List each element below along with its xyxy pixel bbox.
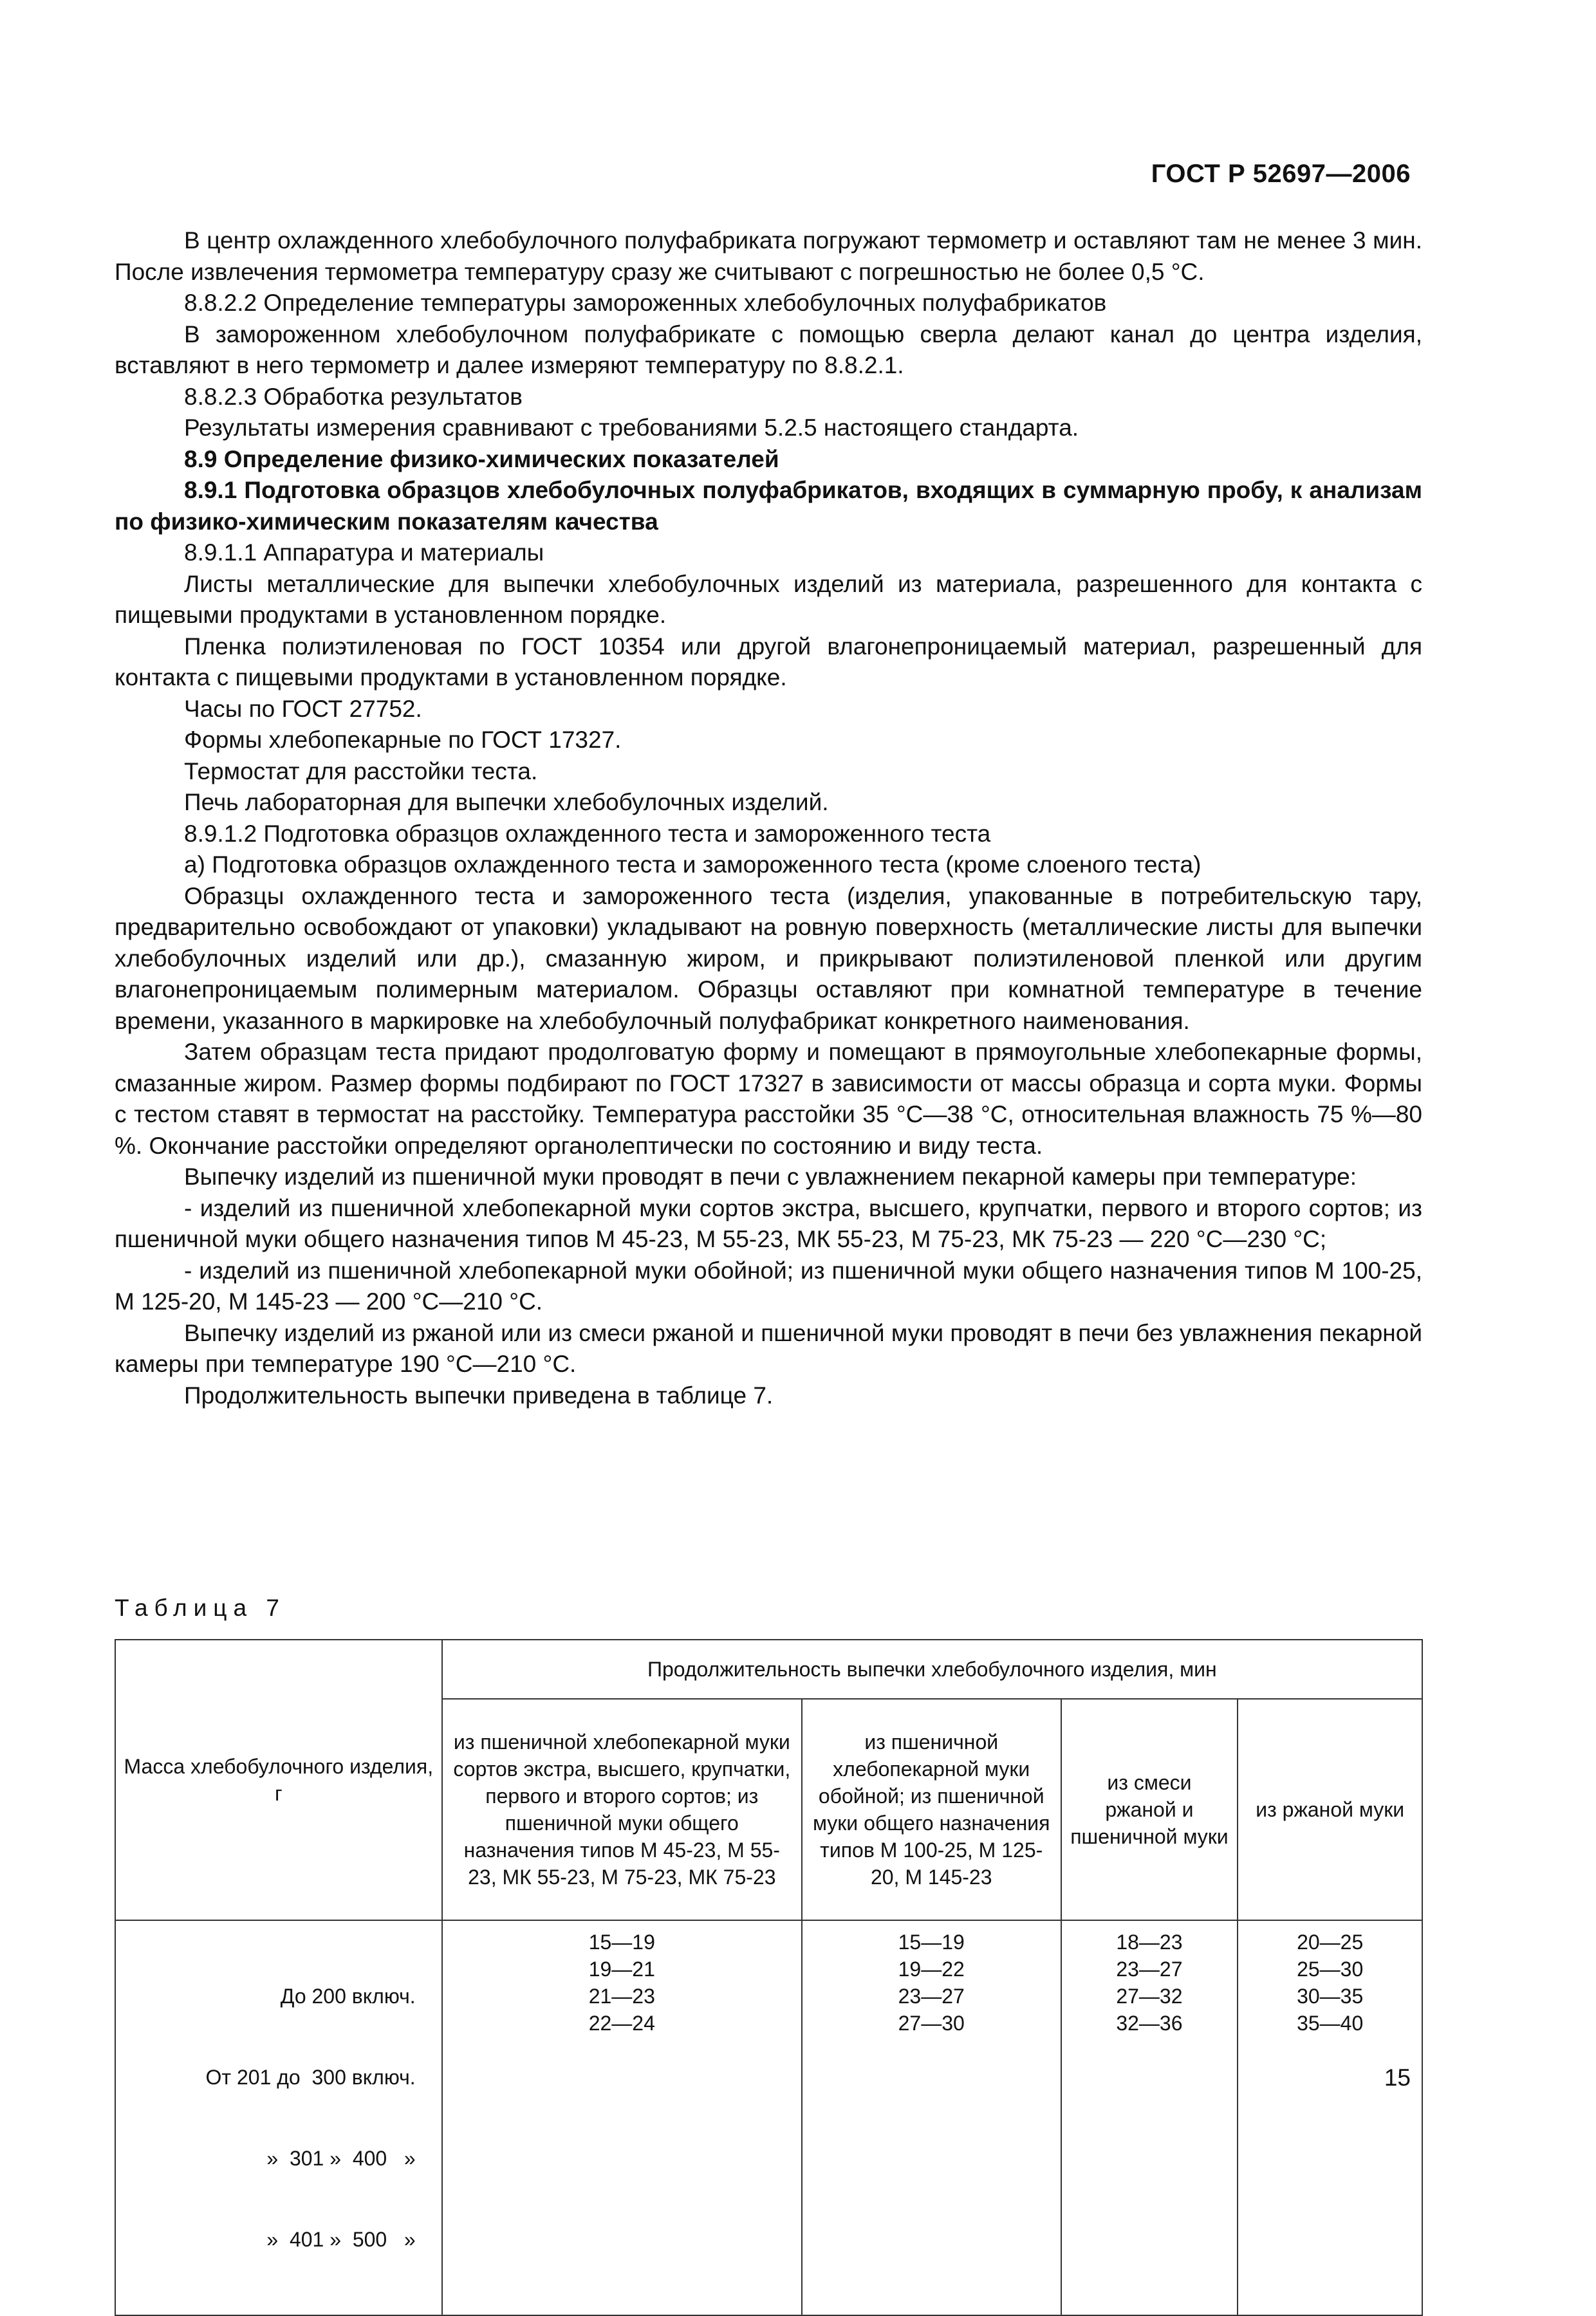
paragraph: Термостат для расстойки теста. — [184, 757, 538, 784]
document-id: ГОСТ Р 52697—2006 — [1151, 160, 1411, 188]
table-cell: 15—19 — [588, 1931, 655, 1954]
paragraph: Выпечку изделий из ржаной или из смеси ржаной и пшеничной муки проводят в печи без увлажнения пекарной камеры при температуре 190 °С—210 °С. — [115, 1319, 1422, 1377]
header-wheat-wholemeal: из пшеничной хлебопекарной муки обойной; из пшеничной муки общего назначения типов М 100-25, М 125-20, М 145-23 — [802, 1699, 1061, 1920]
table-cell: 22—24 — [588, 2012, 655, 2035]
header-wheat-flour-grades: из пшеничной хлебопекарной муки сортов экстра, высшего, крупчатки, первого и второго сортов; из пшеничной муки общего назначения типов М 45-23, М 55-23, МК 55-23, М 75-23, МК 75-23 — [442, 1699, 802, 1920]
header-baking-duration: Продолжительность выпечки хлебобулочного изделия, мин — [442, 1640, 1422, 1699]
table-cell: 21—23 — [588, 1985, 655, 2008]
header-rye-wheat-mix: из смеси ржаной и пшеничной муки — [1061, 1699, 1238, 1920]
table-cell: 23—27 — [898, 1985, 965, 2008]
table-cell: От 201 до 300 включ. — [205, 2066, 416, 2089]
paragraph: В центр охлажденного хлебобулочного полуфабриката погружают термометр и оставляют там не менее 3 мин. После извлечения термометра температуру сразу же считывают с погрешностью не более 0,5 °С. — [115, 227, 1422, 285]
page-number: 15 — [1384, 2064, 1411, 2091]
section-heading: 8.9 Определение физико-химических показателей — [184, 445, 779, 472]
table-cell: 35—40 — [1297, 2012, 1364, 2035]
table-cell: » 401 » 500 » — [266, 2228, 416, 2251]
list-item: - изделий из пшеничной хлебопекарной муки сортов экстра, высшего, крупчатки, первого и второго сортов; из пшеничной муки общего назначения типов М 45-23, М 55-23, МК 55-23, М 75-23, МК 75-23 — 220 °С—230 °С; — [115, 1194, 1422, 1252]
paragraph: В замороженном хлебобулочном полуфабрикате с помощью сверла делают канал до центра изделия, вставляют в него термометр и далее измеряют температуру по 8.8.2.1. — [115, 320, 1422, 378]
section-heading: 8.9.1.1 Аппаратура и материалы — [184, 539, 544, 566]
paragraph: Часы по ГОСТ 27752. — [184, 695, 422, 722]
rye-flour-column — [1238, 1920, 1422, 2315]
paragraph: Листы металлические для выпечки хлебобулочных изделий из материала, разрешенного для контакта с пищевыми продуктами в установленном порядке. — [115, 570, 1422, 628]
table-cell: 27—32 — [1116, 1985, 1183, 2008]
wheat-grades-column — [442, 1920, 802, 2315]
table-cell: 27—30 — [898, 2012, 965, 2035]
table-cell: 19—21 — [588, 1958, 655, 1981]
section-heading: 8.8.2.2 Определение температуры замороженных хлебобулочных полуфабрикатов — [184, 290, 1107, 316]
body-text — [115, 225, 1422, 1411]
paragraph: Выпечку изделий из пшеничной муки проводят в печи с увлажнением пекарной камеры при температуре: — [184, 1163, 1357, 1190]
table-cell: 19—22 — [898, 1958, 965, 1981]
table-cell: 20—25 — [1297, 1931, 1364, 1954]
paragraph: а) Подготовка образцов охлажденного теста и замороженного теста (кроме слоеного теста) — [184, 851, 1202, 878]
table-cell: До 200 включ. — [280, 1985, 416, 2008]
table-row — [115, 1920, 1422, 2315]
section-heading: 8.9.1.2 Подготовка образцов охлажденного теста и замороженного теста — [184, 820, 991, 847]
table-cell: 30—35 — [1297, 1985, 1364, 2008]
table-cell: » 301 » 400 » — [266, 2147, 416, 2170]
paragraph: Результаты измерения сравнивают с требованиями 5.2.5 настоящего стандарта. — [184, 414, 1079, 441]
paragraph: Затем образцам теста придают продолговатую форму и помещают в прямоугольные хлебопекарные формы, смазанные жиром. Размер формы подбирают по ГОСТ 17327 в зависимости от массы образца и сорта муки. Формы с тестом ставят в термостат на расстойку. Температура расстойки 35 °С—38 °С, относительная влажность 75 %—80 %. Окончание расстойки определяют органолептически по состоянию и виду теста. — [115, 1039, 1422, 1159]
paragraph: Формы хлебопекарные по ГОСТ 17327. — [184, 727, 622, 753]
table-cell: 25—30 — [1297, 1958, 1364, 1981]
header-mass: Масса хлебобулочного изделия, г — [115, 1640, 442, 1920]
header-rye-flour: из ржаной муки — [1238, 1699, 1422, 1920]
paragraph: Печь лабораторная для выпечки хлебобулочных изделий. — [184, 789, 829, 815]
table-cell: 23—27 — [1116, 1958, 1183, 1981]
section-heading: 8.9.1 Подготовка образцов хлебобулочных полуфабрикатов, входящих в суммарную пробу, к анализам по физико-химическим показателям качества — [115, 477, 1422, 535]
rye-wheat-mix-column — [1061, 1920, 1238, 2315]
mass-column — [115, 1920, 442, 2315]
table-cell: 18—23 — [1116, 1931, 1183, 1954]
table-cell: 32—36 — [1116, 2012, 1183, 2035]
section-heading: 8.8.2.3 Обработка результатов — [184, 383, 523, 410]
list-item: - изделий из пшеничной хлебопекарной муки обойной; из пшеничной муки общего назначения типов М 100-25, М 125-20, М 145-23 — 200 °С—210 °С. — [115, 1257, 1422, 1315]
table-caption: Таблица 7 — [115, 1595, 286, 1621]
paragraph: Образцы охлажденного теста и замороженного теста (изделия, упакованные в потребительскую тару, предварительно освобождают от упаковки) укладывают на ровную поверхность (металлические листы для выпечки хлебобулочных изделий или др.), смазанную жиром, и прикрывают полиэтиленовой пленкой или другим влагонепроницаемым полимерным материалом. Образцы оставляют при комнатной температуре в течение времени, указанного в маркировке на хлебобулочный полуфабрикат конкретного наименования. — [115, 882, 1422, 1034]
wheat-wholemeal-column — [802, 1920, 1061, 2315]
paragraph: Продолжительность выпечки приведена в таблице 7. — [184, 1382, 774, 1409]
baking-time-table — [115, 1639, 1423, 2316]
table-cell: 15—19 — [898, 1931, 965, 1954]
paragraph: Пленка полиэтиленовая по ГОСТ 10354 или другой влагонепроницаемый материал, разрешенный для контакта с пищевыми продуктами в установленном порядке. — [115, 633, 1422, 690]
